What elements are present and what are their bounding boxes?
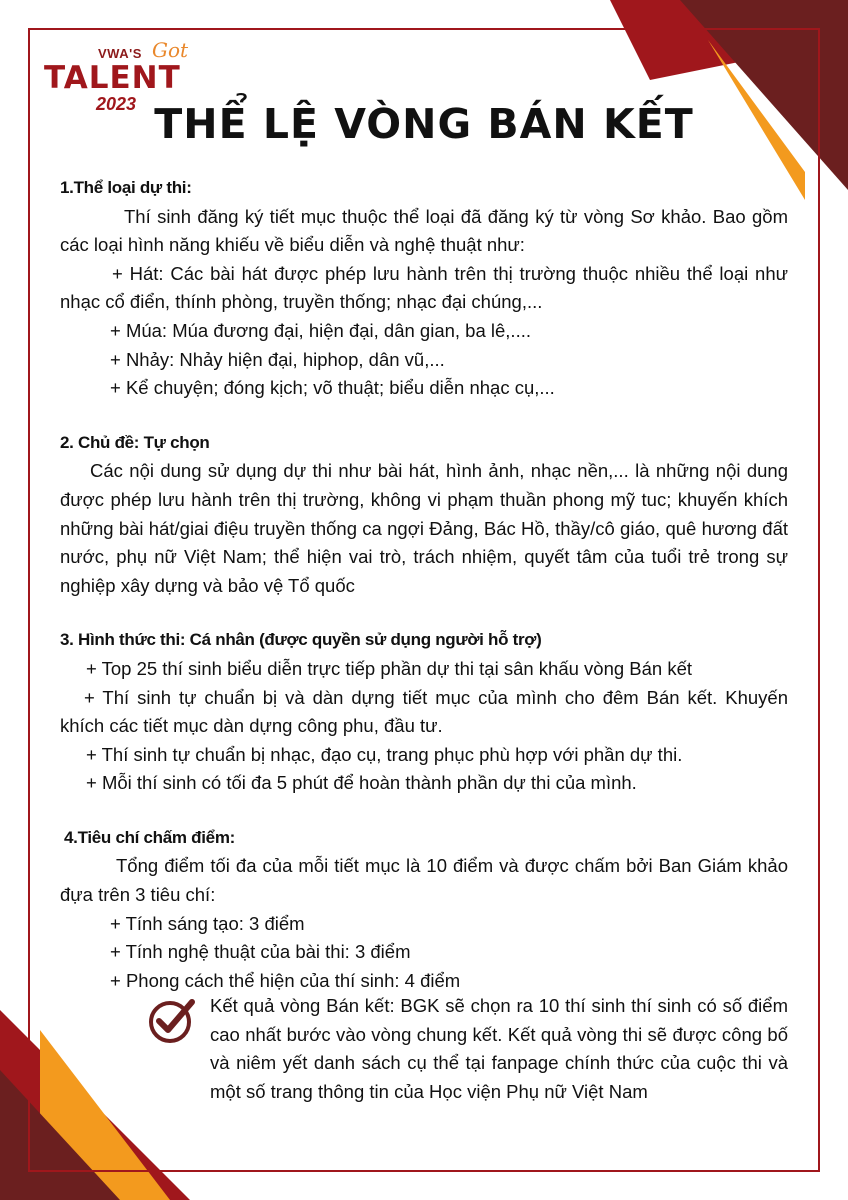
section-2-heading: 2. Chủ đề: Tự chọn [60, 432, 210, 452]
page-title: THỂ LỆ VÒNG BÁN KẾT [154, 100, 694, 148]
section-4-item: + Phong cách thể hiện của thí sinh: 4 điểm [110, 969, 461, 991]
section-1-heading: 1.Thể loại dự thi: [60, 178, 192, 197]
section-4-heading: 4.Tiêu chí chấm điểm: [64, 827, 235, 847]
logo-got-text: Got [152, 38, 189, 62]
section-3-item: + Thí sinh tự chuẩn bị nhạc, đạo cụ, trang phục phù hợp với phần dự thi. [86, 743, 683, 765]
section-1-item: + Hát: Các bài hát được phép lưu hành trên thị trường thuộc nhiều thể loại như nhạc cổ điển, thính phòng, truyền thống; nhạc đại chúng,... [60, 262, 788, 313]
section-3-item: + Mỗi thí sinh có tối đa 5 phút để hoàn thành phần dự thi của mình. [86, 772, 637, 794]
section-4-item: + Tính nghệ thuật của bài thi: 3 điểm [110, 941, 411, 963]
section-1-intro: Thí sinh đăng ký tiết mục thuộc thể loại đã đăng ký từ vòng Sơ khảo. Bao gồm các loại hình năng khiếu về biểu diễn và nghệ thuật như: [60, 205, 788, 256]
logo-year-text: 2023 [96, 94, 137, 114]
section-2-body: Các nội dung sử dụng dự thi như bài hát, hình ảnh, nhạc nền,... là những nội dung được phép lưu hành trên thị trường, không vi phạm thuần phong mỹ tuc; khuyến khích những bài hát/giai điệu truyền thống ca ngợi Đảng, Bác Hồ, thầy/cô giáo, quê hương đất nước, phụ nữ Việt Nam; thể hiện vai trò, trách nhiệm, quyết tâm của tuổi trẻ trong sự nghiệp xây dựng và bảo vệ Tổ quốc [60, 460, 788, 596]
section-3-item: + Thí sinh tự chuẩn bị và dàn dựng tiết mục của mình cho đêm Bán kết. Khuyến khích các tiết mục dàn dựng công phu, đầu tư. [60, 686, 788, 737]
logo-top-text: VWA'S [98, 46, 142, 61]
section-1-item: + Nhảy: Nhảy hiện đại, hiphop, dân vũ,... [110, 348, 445, 370]
section-1-item: + Kể chuyện; đóng kịch; võ thuật; biểu diễn nhạc cụ,... [110, 377, 555, 399]
section-3-heading: 3. Hình thức thi: Cá nhân (được quyền sử dụng người hỗ trợ) [60, 630, 542, 650]
logo-talent-text: TALENT [44, 60, 181, 96]
section-3-item: + Top 25 thí sinh biểu diễn trực tiếp phần dự thi tại sân khấu vòng Bán kết [86, 657, 693, 679]
result-text: Kết quả vòng Bán kết: BGK sẽ chọn ra 10 thí sinh thí sinh có số điểm cao nhất bước vào vòng chung kết. Kết quả vòng thi sẽ được công bố và niêm yết danh sách cụ thể tại fanpage chính thức của cuộc thi và một số trang thông tin của Học viện Phụ nữ Việt Nam [210, 995, 788, 1102]
section-4-intro: Tổng điểm tối đa của mỗi tiết mục là 10 điểm và được chấm bởi Ban Giám khảo đựa trên 3 tiêu chí: [60, 855, 788, 906]
section-1-item: + Múa: Múa đương đại, hiện đại, dân gian, ba lê,.... [110, 319, 531, 341]
rules-content [60, 174, 788, 995]
checkmark-circle-icon [148, 996, 196, 1044]
section-4-item: + Tính sáng tạo: 3 điểm [110, 912, 305, 934]
